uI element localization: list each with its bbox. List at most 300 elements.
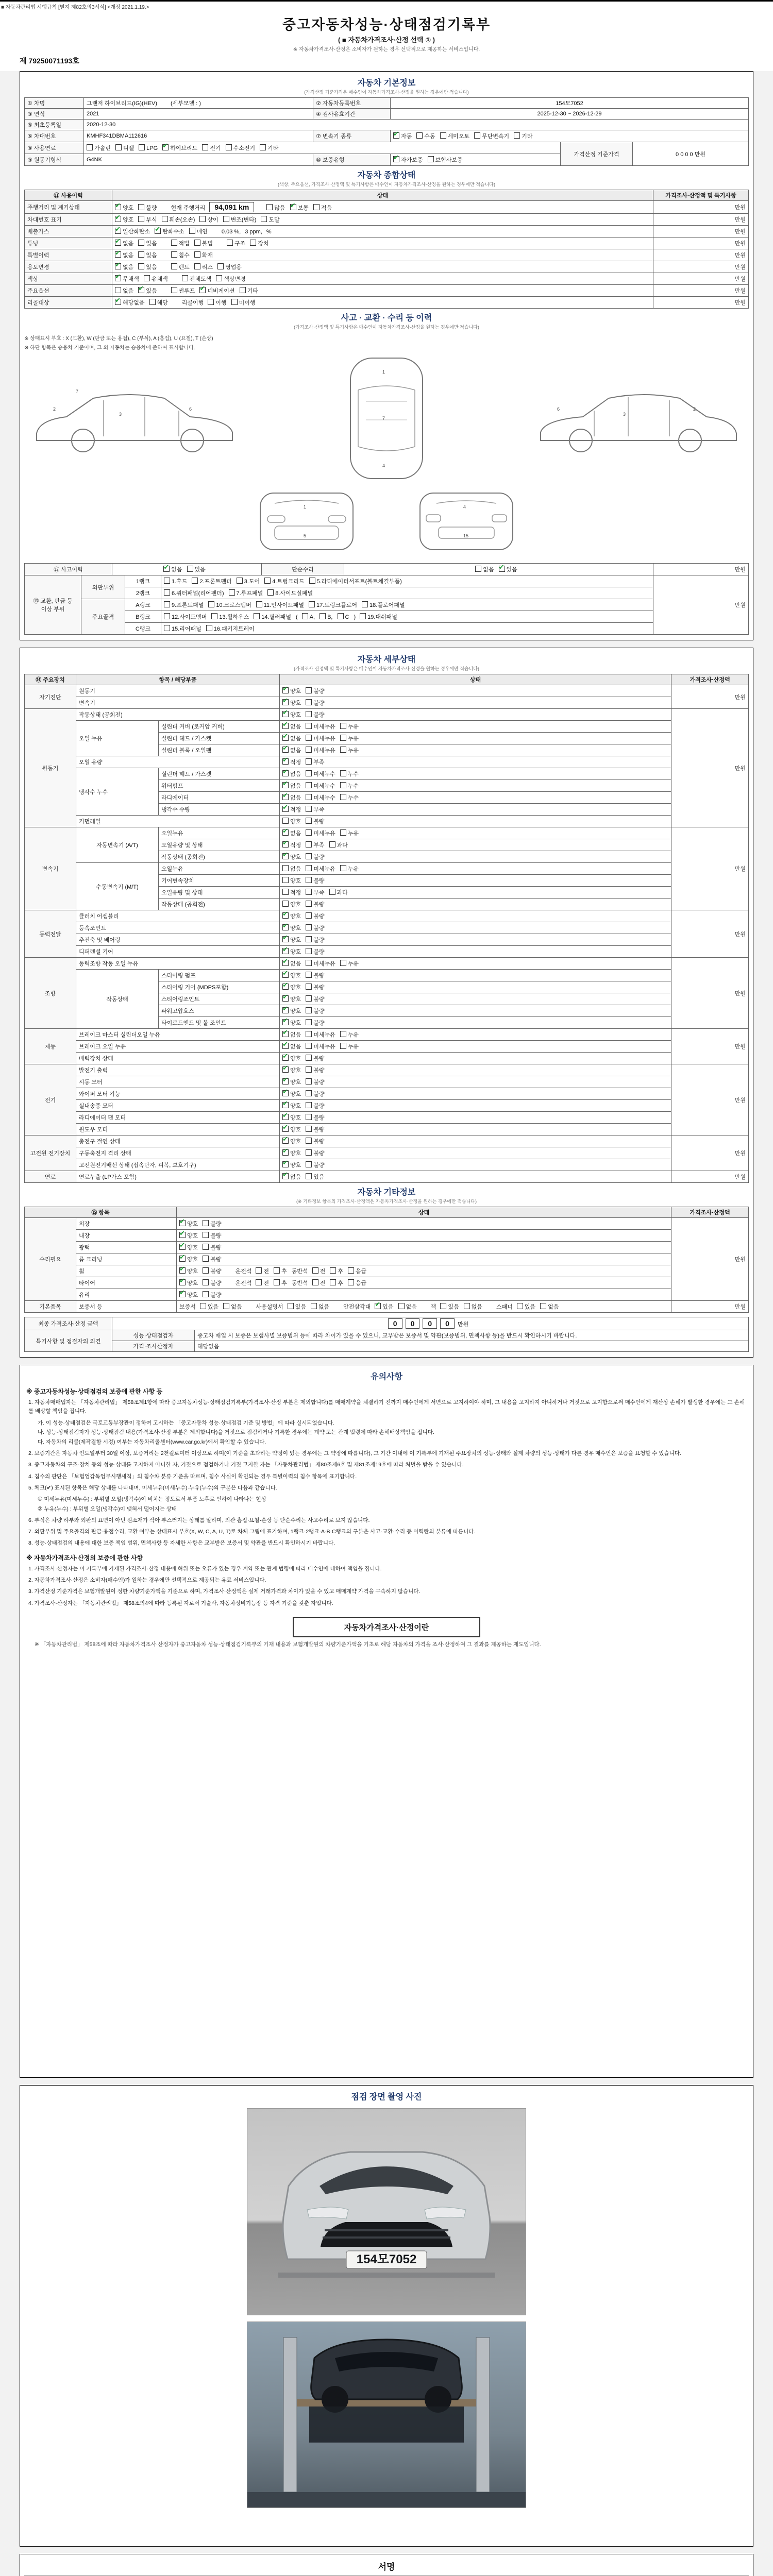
checkbox-label: 있음: [295, 1304, 306, 1310]
checkbox-icon: [256, 1267, 262, 1274]
table-cell: 전기: [25, 1064, 76, 1136]
notice-line: 4. 침수의 판단은 「보험업감독업무시행세칙」의 침수차 분류 기준을 따르며, 침수 사실이 확인되는 경우 특별이력의 침수 항목에 표기합니다.: [28, 1473, 357, 1480]
checkbox-label: 없음: [406, 1304, 417, 1310]
checkbox-option: [306, 782, 335, 790]
table-cell: [280, 1112, 671, 1124]
checkbox-option: [340, 722, 359, 731]
checkbox-label: 과다: [337, 842, 348, 849]
table-cell: 가격조사·산정액: [671, 674, 749, 685]
checkbox-option: [312, 1279, 326, 1287]
checkbox-option: [340, 1042, 359, 1050]
checkbox-label: 12.사이드멤버: [172, 614, 207, 620]
checkbox-label: 양호: [123, 217, 134, 223]
checkbox-label: 많음: [274, 205, 285, 211]
checkbox-icon: [267, 589, 274, 596]
checkbox-label: 전체도색: [189, 276, 212, 282]
checkbox-option: [162, 215, 195, 224]
cell-text: 현재 주행거리: [171, 205, 206, 211]
checkbox-label: 미세누유: [313, 831, 335, 837]
checkbox-option: [306, 1042, 335, 1050]
checkbox-label: 양호: [290, 688, 301, 694]
checkbox-option: [171, 251, 190, 259]
table-cell: 유리: [76, 1289, 177, 1301]
table-row: [25, 214, 749, 226]
table-row: [25, 611, 749, 623]
checkbox-label: 양호: [290, 712, 301, 718]
checkbox-option: [309, 577, 402, 585]
cell-text: (: [296, 614, 298, 620]
table-cell: 2025-12-30 ~ 2026-12-29: [391, 109, 749, 120]
checkbox-label: 불량: [210, 1268, 222, 1275]
table-cell: 동력전달: [25, 910, 76, 958]
table-cell: 오일 유량: [76, 756, 280, 768]
table-cell: 시동 모터: [76, 1076, 280, 1088]
car-diagram-row-2: [24, 486, 749, 558]
checkbox-icon: [306, 972, 312, 978]
checkbox-label: 기타: [267, 145, 279, 151]
checkbox-option: [340, 782, 359, 790]
table-cell: [280, 685, 671, 697]
table-cell: 오일유량 및 상태: [159, 839, 280, 851]
table-row: [25, 1289, 749, 1301]
checkbox-icon: [203, 1220, 209, 1226]
checkbox-label: 5.라디에이터서포트(볼트체결부품): [316, 579, 402, 585]
checkbox-label: 없음: [290, 748, 301, 754]
table-cell: 브레이크 오일 누유: [76, 1041, 280, 1053]
checkbox-option: [179, 1279, 198, 1287]
checkbox-checked-icon: [115, 299, 121, 305]
checkbox-icon: [309, 578, 315, 584]
checkbox-icon: [464, 1303, 470, 1309]
checkbox-label: 양호: [290, 1067, 301, 1074]
checkbox-option: [306, 900, 324, 908]
checkbox-option: [266, 204, 285, 212]
checkbox-label: 누유: [347, 1044, 359, 1050]
checkbox-checked-icon: [282, 794, 289, 800]
checkbox-label: 적정: [290, 890, 301, 896]
table-cell: [112, 273, 653, 285]
checkbox-icon: [208, 299, 214, 305]
checkbox-checked-icon: [282, 1102, 289, 1108]
checkbox-option: [282, 995, 301, 1003]
checkbox-icon: [306, 841, 312, 848]
checkbox-option: [223, 215, 257, 224]
table-cell: [280, 816, 671, 827]
checkbox-label: 누수: [347, 795, 359, 801]
checkbox-label: 썬루프: [178, 288, 195, 294]
checkbox-checked-icon: [115, 228, 121, 234]
table-cell: 스티어링 펌프: [159, 970, 280, 981]
checkbox-icon: [138, 251, 144, 258]
checkbox-icon: [149, 299, 156, 305]
checkbox-option: [306, 876, 324, 885]
checkbox-icon: [226, 144, 232, 150]
checkbox-option: [340, 959, 359, 968]
cell-text: 리콜이행: [181, 300, 204, 306]
checkbox-option: [115, 227, 150, 235]
checkbox-icon: [203, 1291, 209, 1297]
table-cell: 만원: [671, 910, 749, 958]
checkbox-label: 15.리어패널: [172, 626, 201, 632]
checkbox-label: 부족: [313, 842, 325, 849]
checkbox-option: [282, 1090, 301, 1098]
checkbox-label: 11.인사이드패널: [263, 602, 304, 608]
table-cell: [177, 1301, 671, 1313]
checkbox-icon: [330, 1267, 336, 1274]
table-cell: 오일누유: [159, 827, 280, 839]
table-row: [25, 958, 749, 970]
table-cell: [280, 922, 671, 934]
table-cell: 오일누유: [159, 863, 280, 875]
checkbox-label: 없음: [290, 771, 301, 777]
checkbox-option: [514, 132, 532, 140]
misc-title: 자동차 기타정보 (※ 기타정보 항목의 가격조사·산정액은 자동차가격조사·산정을 원하는 경우에만 적습니다): [24, 1183, 749, 1207]
table-cell: 1랭크: [125, 575, 161, 587]
checkbox-checked-icon: [115, 204, 121, 210]
checkbox-option: [306, 1090, 324, 1098]
table-row: [25, 109, 749, 120]
checkbox-label: 양호: [290, 949, 301, 955]
checkbox-icon: [306, 1078, 312, 1084]
checkbox-label: 자동: [401, 133, 412, 140]
checkbox-icon: [256, 1279, 262, 1285]
checkbox-icon: [203, 1279, 209, 1285]
table-cell: 주요옵션: [25, 285, 112, 297]
checkbox-option: [306, 770, 335, 778]
table-cell: 주행거리 및 계기상태: [25, 201, 112, 214]
checkbox-icon: [340, 782, 346, 788]
checkbox-label: 색상변경: [224, 276, 246, 282]
table-cell: 타이어: [76, 1277, 177, 1289]
checkbox-option: [282, 853, 301, 861]
checkbox-icon: [306, 1102, 312, 1108]
table-cell: [280, 733, 671, 744]
checkbox-icon: [306, 735, 312, 741]
checkbox-label: 미세누유: [313, 748, 335, 754]
checkbox-icon: [306, 960, 312, 966]
price-survey-definition-box: 자동차가격조사·산정이란: [293, 1617, 480, 1637]
checkbox-option: [282, 841, 301, 849]
checkbox-option: [282, 758, 301, 766]
table-cell: 브레이크 마스터 실린더오일 누유: [76, 1029, 280, 1041]
table-cell: 가격조사·산정액 및 특기사항: [653, 190, 749, 201]
cell-text: 만원: [457, 1321, 469, 1328]
cell-text: (세부모델 : ): [170, 100, 201, 107]
table-row: [25, 98, 749, 109]
checkbox-checked-icon: [282, 1007, 289, 1013]
checkbox-option: [282, 1137, 301, 1145]
checkbox-label: 없음: [318, 1304, 330, 1310]
table-cell: 만원: [671, 685, 749, 709]
checkbox-checked-icon: [375, 1303, 381, 1309]
checkbox-checked-icon: [155, 228, 161, 234]
checkbox-icon: [306, 912, 312, 919]
checkbox-checked-icon: [179, 1244, 186, 1250]
checkbox-icon: [138, 263, 144, 269]
checkbox-label: 없음: [548, 1304, 559, 1310]
checkbox-icon: [306, 1149, 312, 1156]
checkbox-option: [203, 1231, 221, 1240]
table-cell: ⑬ 교환, 판금 등 이상 부위: [25, 575, 81, 635]
checkbox-option: [282, 983, 301, 991]
checkbox-option: [288, 1302, 306, 1311]
table-cell: 연료: [25, 1171, 76, 1183]
checkbox-label: 양호: [290, 902, 301, 908]
checkbox-label: 영업용: [225, 264, 242, 270]
checkbox-label: 불량: [210, 1221, 222, 1227]
checkbox-icon: [306, 1161, 312, 1167]
checkbox-option: [199, 215, 218, 224]
checkbox-icon: [115, 144, 122, 150]
checkbox-icon: [250, 240, 256, 246]
checkbox-icon: [306, 1173, 312, 1179]
table-cell: 자동변속기 (A/T): [76, 827, 159, 863]
table-cell: [112, 285, 653, 297]
table-cell: 중고차 매입 시 보증은 보험사별 보증범위 등에 따라 차이가 있을 수 있으니, 교부받은 보증서 및 약관(보증범위, 면책사항 등)을 반드시 확인하시기 바랍니다.: [195, 1330, 749, 1341]
checkbox-icon: [138, 204, 144, 210]
checkbox-label: 자가보증: [401, 157, 423, 163]
checkbox-option: [282, 947, 301, 956]
table-cell: [280, 863, 671, 875]
checkbox-label: 불량: [210, 1245, 222, 1251]
diagram-part-number: 2: [693, 406, 696, 412]
checkbox-option: [203, 1291, 221, 1299]
checkbox-icon: [171, 251, 177, 258]
checkbox-label: 후: [281, 1280, 287, 1286]
notice-line: 3. 중고자동차의 구조·장치 등의 성능·상태를 고지하지 아니한 자, 거짓으로 점검하거나 거짓 고지한 자는 「자동차관리법」 제80조제6호 및 제81조제19호에 따라 처벌을 받을 수 있습니다.: [28, 1462, 464, 1468]
table-cell: 라디에이터: [159, 792, 280, 804]
checkbox-label: B,: [327, 614, 333, 620]
checkbox-option: [306, 1054, 324, 1062]
checkbox-label: 불량: [313, 1020, 325, 1026]
checkbox-checked-icon: [282, 960, 289, 966]
checkbox-icon: [340, 960, 346, 966]
checkbox-option: [306, 746, 335, 754]
checkbox-icon: [306, 1019, 312, 1025]
table-cell: [177, 1230, 671, 1242]
checkbox-icon: [348, 1267, 354, 1274]
checkbox-option: [540, 1302, 559, 1311]
checkbox-label: 부식: [146, 217, 157, 223]
checkbox-label: 전기: [210, 145, 221, 151]
checkbox-checked-icon: [282, 782, 289, 788]
checkbox-option: [306, 936, 324, 944]
checkbox-label: 양호: [290, 1103, 301, 1109]
table-cell: [280, 970, 671, 981]
table-cell: 특기사항 및 점검자의 의견: [25, 1330, 112, 1352]
checkbox-label: 없음: [123, 252, 134, 259]
checkbox-checked-icon: [179, 1256, 186, 1262]
checkbox-checked-icon: [282, 699, 289, 705]
table-cell: [112, 261, 653, 273]
checkbox-checked-icon: [282, 1126, 289, 1132]
checkbox-option: [264, 577, 304, 585]
table-cell: 가격조사·산정액: [671, 1207, 749, 1218]
checkbox-icon: [340, 723, 346, 729]
checkbox-checked-icon: [282, 1114, 289, 1120]
checkbox-label: 미세누수: [313, 771, 335, 777]
basic-info-subtitle: (가격산정 기준가격은 매수인이 자동차가격조사·산정을 원하는 경우에만 적습니다): [304, 90, 469, 95]
checkbox-option: [306, 971, 324, 979]
checkbox-icon: [306, 818, 312, 824]
table-cell: 만원: [653, 575, 749, 635]
checkbox-icon: [202, 144, 208, 150]
diagram-part-number: 3: [623, 412, 626, 417]
checkbox-option: [306, 1125, 324, 1133]
table-cell: 배출가스: [25, 226, 112, 238]
checkbox-label: 불량: [313, 1150, 325, 1157]
table-row: [25, 816, 749, 827]
value-box: 0: [423, 1318, 437, 1329]
table-cell: 실린더 블록 / 오일팬: [159, 744, 280, 756]
table-row: [25, 238, 749, 249]
table-cell: [280, 827, 671, 839]
checkbox-option: [282, 782, 301, 790]
checkbox-label: 누유: [347, 866, 359, 872]
checkbox-label: 상이: [207, 217, 219, 223]
checkbox-label: 미이행: [239, 300, 256, 306]
checkbox-icon: [306, 1031, 312, 1037]
checkbox-option: [340, 793, 359, 802]
checkbox-label: 적법: [178, 241, 190, 247]
checkbox-label: 양호: [187, 1233, 198, 1239]
table-cell: 오일 누유: [76, 721, 159, 756]
checkbox-label: 과다: [337, 890, 348, 896]
table-cell: [280, 756, 671, 768]
form-reference: [0, 0, 773, 10]
cell-text: 그랜저 하이브리드(IG)(HEV): [87, 100, 157, 107]
checkbox-option: [306, 995, 324, 1003]
table-cell: 원동기: [76, 685, 280, 697]
price-survey-definition-text: ※ 「자동차관리법」 제58조에 따라 자동차가격조사·산정자가 중고자동차 성능·상태점검기록부의 기재 내용과 보험개발원의 차량기준가액을 기초로 해당 자동차의 가격을 조사·산정하여 그 결과를 제공하는 제도입니다.: [35, 1641, 541, 1648]
checkbox-label: 불량: [313, 996, 325, 1003]
checkbox-label: 변조(변타): [230, 217, 257, 223]
accident-parts-table: [24, 575, 749, 635]
checkbox-icon: [306, 794, 312, 800]
checkbox-option: [306, 924, 324, 932]
checkbox-label: 8.사이드실패널: [275, 590, 313, 597]
checkbox-label: 디젤: [123, 145, 135, 151]
checkbox-icon: [144, 275, 150, 281]
checkbox-option: [362, 601, 405, 609]
checkbox-icon: [362, 601, 368, 607]
table-cell: ⑩ 보증유형: [313, 154, 391, 166]
checkbox-label: C: [345, 614, 349, 620]
table-cell: 만원: [653, 273, 749, 285]
table-row: [25, 1301, 749, 1313]
checkbox-icon: [182, 275, 188, 281]
table-cell: 외판부위: [81, 575, 125, 599]
table-cell: [280, 1053, 671, 1064]
table-cell: [391, 130, 749, 142]
checkbox-option: [274, 1267, 287, 1275]
notice-line: ※ 자동차가격조사·산정의 보증에 관한 사항: [26, 1554, 143, 1562]
table-row: [25, 721, 749, 733]
checkbox-label: 전: [320, 1268, 326, 1275]
checkbox-option: [282, 900, 301, 908]
notice-line: 다. 자동차의 리콜(제작결함 시정) 여부는 자동차리콜센터(www.car.go.kr)에서 확인할 수 있습니다.: [38, 1439, 266, 1446]
table-cell: 만원: [653, 285, 749, 297]
checkbox-checked-icon: [282, 984, 289, 990]
checkbox-label: 불량: [313, 819, 325, 825]
checkbox-icon: [203, 1256, 209, 1262]
checkbox-option: [306, 959, 335, 968]
checkbox-label: 있음: [313, 1174, 325, 1180]
checkbox-option: [360, 613, 397, 621]
cell-text: 0.03 %,: [221, 229, 241, 235]
table-cell: 해당없음: [195, 1341, 749, 1352]
table-cell: [280, 780, 671, 792]
table-cell: 리콜대상: [25, 297, 112, 309]
checkbox-label: 후: [281, 1268, 287, 1275]
checkbox-option: [306, 734, 335, 742]
checkbox-checked-icon: [499, 566, 505, 572]
checkbox-label: 매연: [196, 229, 208, 235]
checkbox-checked-icon: [115, 216, 121, 222]
checkbox-icon: [306, 723, 312, 729]
checkbox-option: [256, 1267, 269, 1275]
table-cell: ⑨ 원동기형식: [25, 154, 84, 166]
page-subnote: ※ 자동차가격조사·산정은 소비자가 원하는 경우 선택적으로 제공하는 서비스입니다.: [293, 47, 480, 53]
table-cell: [280, 1041, 671, 1053]
checkbox-icon: [237, 578, 243, 584]
checkbox-label: 불량: [313, 913, 325, 920]
checkbox-option: [282, 746, 301, 754]
checkbox-icon: [282, 877, 289, 883]
table-cell: 단순수리: [262, 564, 344, 575]
checkbox-label: 미세누수: [313, 795, 335, 801]
table-cell: [112, 297, 653, 309]
checkbox-label: 양호: [290, 913, 301, 920]
checkbox-icon: [514, 132, 520, 139]
table-cell: 원동기: [25, 709, 76, 827]
table-cell: ⑤ 최초등록일: [25, 120, 84, 130]
checkbox-icon: [340, 770, 346, 776]
checkbox-icon: [340, 829, 346, 836]
table-cell: 만원: [653, 238, 749, 249]
checkbox-option: [138, 286, 157, 295]
page-subtitle: ( ■ 자동차가격조사·산정 선택 ① ): [338, 36, 435, 44]
table-cell: [280, 1029, 671, 1041]
checkbox-icon: [306, 687, 312, 693]
checkbox-icon: [428, 156, 434, 162]
table-row: [25, 1253, 749, 1265]
checkbox-label: 양호: [290, 878, 301, 884]
checkbox-icon: [217, 263, 224, 269]
checkbox-option: [267, 589, 313, 597]
checkbox-option: [179, 1219, 198, 1228]
table-cell: 실린더 헤드 / 가스켓: [159, 733, 280, 744]
checkbox-option: [164, 601, 204, 609]
checkbox-icon: [87, 144, 93, 150]
checkbox-option: [211, 613, 249, 621]
notice-line: 6. 부식은 차량 하부와 외판의 표면이 아닌 원소재가 삭아 부스러지는 상태를 말하며, 외관 흠집·요철·손상 등 단순수리는 사고수리로 보지 않습니다.: [28, 1517, 370, 1523]
checkbox-option: [329, 841, 348, 849]
table-cell: 만원: [653, 249, 749, 261]
checkbox-label: 미세누유: [313, 724, 335, 730]
checkbox-option: [306, 687, 324, 695]
table-cell: [161, 599, 653, 611]
checkbox-label: 17.트렁크플로어: [316, 602, 358, 608]
table-cell: 2021: [84, 109, 313, 120]
checkbox-option: [226, 144, 256, 152]
checkbox-checked-icon: [282, 841, 289, 848]
checkbox-option: [199, 286, 234, 295]
checkbox-option: [306, 1101, 324, 1110]
report-header: [0, 10, 773, 71]
table-cell: 보증서 등: [76, 1301, 177, 1313]
checkbox-icon: [306, 782, 312, 788]
